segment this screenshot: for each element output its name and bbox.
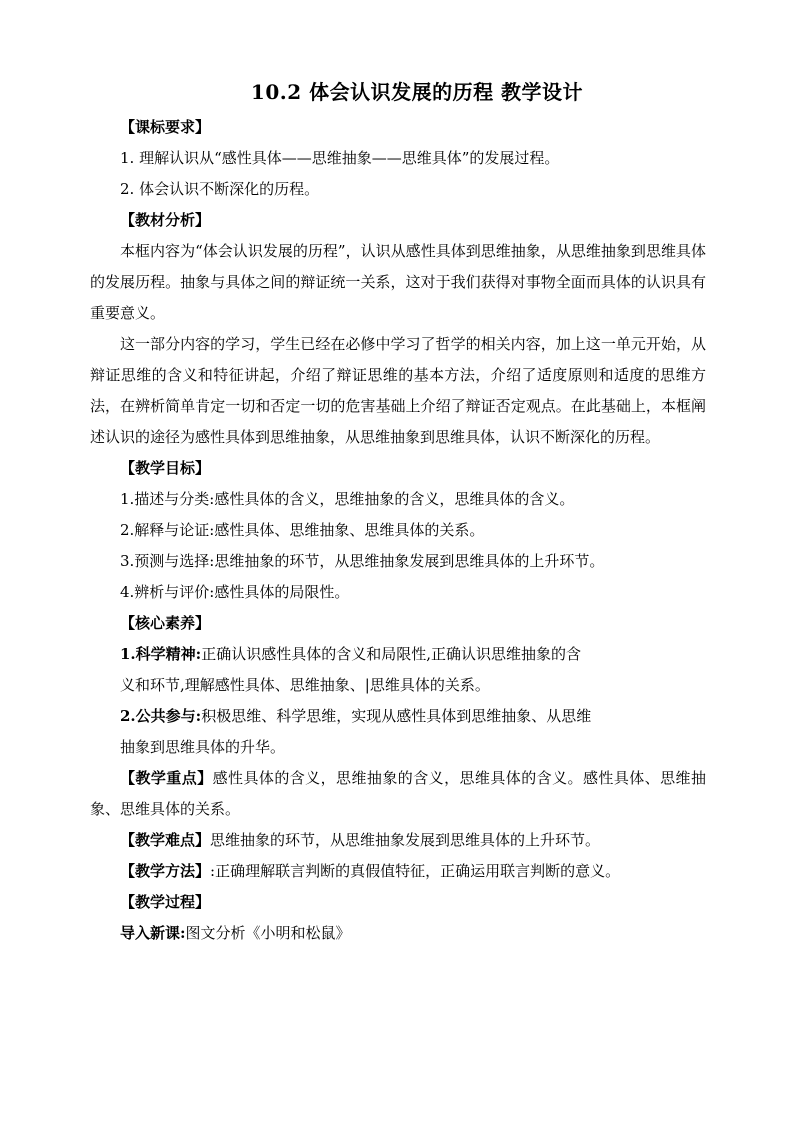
- literacy-public-label: 2.公共参与:: [120, 707, 202, 725]
- process-intro-text: 图文分析《小明和松鼠》: [185, 924, 351, 942]
- literacy-public-line: [90, 701, 706, 732]
- goal-item: 1.描述与分类:感性具体的含义，思维抽象的含义，思维具体的含义。: [120, 490, 575, 508]
- process-heading: 【教学过程】: [120, 893, 211, 911]
- goal-item: 3.预测与选择:思维抽象的环节，从思维抽象发展到思维具体的上升环节。: [120, 552, 605, 570]
- curriculum-heading: 【课标要求】: [120, 118, 211, 136]
- goals-heading: 【教学目标】: [120, 459, 211, 477]
- literacy-science-line: [90, 639, 706, 670]
- literacy-science-line-continued: 义和环节,理解感性具体、思维抽象、|思维具体的关系。: [120, 676, 490, 694]
- difficulties-heading: 【教学难点】: [120, 831, 211, 849]
- literacy-public-text: 积极思维、科学思维，实现从感性具体到思维抽象、从思维: [201, 707, 592, 725]
- analysis-paragraph: 这一部分内容的学习，学生已经在必修中学习了哲学的相关内容，加上这一单元开始，从辩证思维的含义和特征讲起，介绍了辩证思维的基本方法，介绍了适度原则和适度的思维方法，在辨析简单肯定一切和否定一切的危害基础上介绍了辩证否定观点。在此基础上，本框阐述认识的途径为感性具体到思维抽象，从思维抽象到思维具体，认识不断深化的历程。: [90, 335, 706, 446]
- curriculum-item: 1. 理解认识从“感性具体——思维抽象——思维具体”的发展过程。: [120, 149, 560, 167]
- goal-item: 2.解释与论证:感性具体、思维抽象、思维具体的关系。: [120, 521, 485, 539]
- literacy-heading: 【核心素养】: [120, 614, 211, 632]
- literacy-science-text: 正确认识感性具体的含义和局限性,正确认识思维抽象的含: [201, 645, 581, 663]
- difficulties-paragraph: [90, 825, 706, 856]
- analysis-heading: 【教材分析】: [120, 211, 211, 229]
- curriculum-item: 2. 体会认识不断深化的历程。: [120, 180, 320, 198]
- analysis-paragraph: 本框内容为“体会认识发展的历程”，认识从感性具体到思维抽象，从思维抽象到思维具体的发展历程。抽象与具体之间的辩证统一关系，这对于我们获得对事物全面而具体的认识具有重要意义。: [90, 242, 706, 322]
- document-body: [90, 112, 706, 949]
- methods-heading: 【教学方法】: [120, 862, 211, 880]
- process-intro-label: 导入新课:: [120, 924, 186, 942]
- difficulties-text: 思维抽象的环节，从思维抽象发展到思维具体的上升环节。: [210, 831, 601, 849]
- literacy-public-line-continued: 抽象到思维具体的升华。: [120, 738, 286, 756]
- page-title: 10.2 体会认识发展的历程 教学设计: [250, 80, 584, 104]
- process-intro-line: [90, 918, 706, 949]
- goal-item: 4.辨析与评价:感性具体的局限性。: [120, 583, 350, 601]
- methods-text: :正确理解联言判断的真假值特征，正确运用联言判断的意义。: [210, 862, 621, 880]
- key-points-paragraph: [90, 763, 706, 825]
- key-points-heading: 【教学重点】: [120, 769, 213, 787]
- methods-paragraph: [90, 856, 706, 887]
- key-points-text: 感性具体的含义，思维抽象的含义，思维具体的含义。感性具体、思维抽象、思维具体的关系。: [90, 769, 706, 818]
- literacy-science-label: 1.科学精神:: [120, 645, 202, 663]
